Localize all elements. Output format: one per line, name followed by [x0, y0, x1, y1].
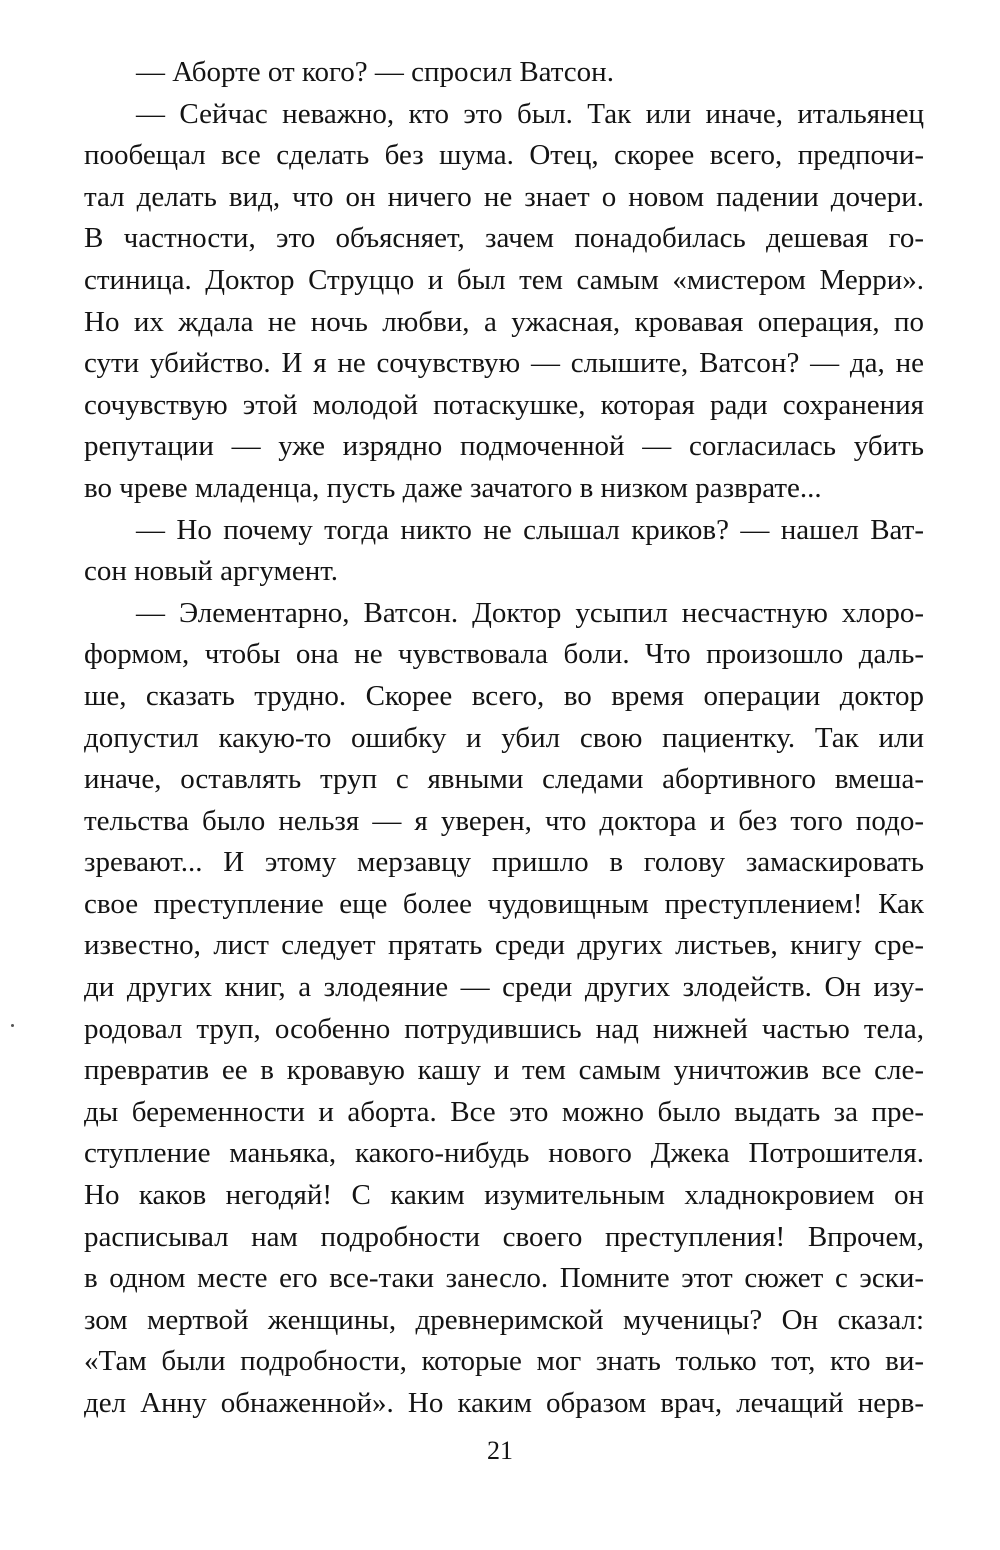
- body-text: [84, 52, 924, 1425]
- text-line: родовал труп, особенно потрудившись над нижней частью тела,: [84, 1012, 924, 1045]
- text-line: Но каков негодяй! С каким изумительным хладнокровием он: [84, 1179, 924, 1212]
- text-line: в одном месте его все-таки занесло. Помните этот сюжет с эски-: [84, 1262, 924, 1295]
- text-line: репутации — уже изрядно подмоченной — согласилась убить: [84, 430, 924, 463]
- text-line: ше, сказать трудно. Скорее всего, во время операции доктор: [84, 679, 924, 712]
- text-line: ди других книг, а злодеяние — среди других злодейств. Он изу-: [84, 971, 924, 1004]
- text-line: ступление маньяка, какого-нибудь нового Джека Потрошителя.: [84, 1137, 924, 1170]
- text-line: сочувствую этой молодой потаскушке, которая ради сохранения: [84, 388, 924, 421]
- text-line: пообещал все сделать без шума. Отец, скорее всего, предпочи-: [84, 139, 924, 172]
- text-line: стиница. Доктор Струццо и был тем самым «мистером Мерри».: [84, 263, 924, 296]
- text-line: В частности, это объясняет, зачем понадобилась дешевая го-: [84, 222, 924, 255]
- text-line: иначе, оставлять труп с явными следами абортивного вмеша-: [84, 763, 924, 796]
- text-line: известно, лист следует прятать среди других листьев, книгу сре-: [84, 929, 924, 962]
- text-line: расписывал нам подробности своего преступления! Впрочем,: [84, 1220, 924, 1253]
- text-line: — Но почему тогда никто не слышал криков? — нашел Ват-: [136, 513, 924, 546]
- text-line: превратив ее в кровавую кашу и тем самым уничтожив все сле-: [84, 1054, 924, 1087]
- text-line: тал делать вид, что он ничего не знает о новом падении дочери.: [84, 180, 924, 213]
- text-line: сути убийство. И я не сочувствую — слышите, Ватсон? — да, не: [84, 347, 924, 380]
- text-line: зом мертвой женщины, древнеримской мученицы? Он сказал:: [84, 1303, 924, 1336]
- text-line: тельства было нельзя — я уверен, что доктора и без того подо-: [84, 804, 924, 837]
- text-line: свое преступление еще более чудовищным преступлением! Как: [84, 887, 924, 920]
- text-line: формом, чтобы она не чувствовала боли. Что произошло даль-: [84, 638, 924, 671]
- text-line: — Сейчас неважно, кто это был. Так или иначе, итальянец: [136, 97, 924, 130]
- scan-speck: [11, 1024, 14, 1027]
- text-line: сон новый аргумент.: [84, 555, 338, 588]
- text-line: — Аборте от кого? — спросил Ватсон.: [136, 56, 614, 88]
- text-line: дел Анну обнаженной». Но каким образом врач, лечащий нерв-: [84, 1387, 924, 1419]
- text-line: зревают... И этому мерзавцу пришло в голову замаскировать: [84, 846, 924, 879]
- text-line: допустил какую-то ошибку и убил свою пациентку. Так или: [84, 721, 924, 754]
- text-line: «Там были подробности, которые мог знать только тот, кто ви-: [84, 1345, 924, 1378]
- text-line: во чреве младенца, пусть даже зачатого в низком разврате...: [84, 471, 822, 504]
- text-line: — Элементарно, Ватсон. Доктор усыпил несчастную хлоро-: [136, 596, 924, 629]
- text-line: ды беременности и аборта. Все это можно было выдать за пре-: [84, 1095, 924, 1128]
- text-line: Но их ждала не ночь любви, а ужасная, кровавая операция, по: [84, 305, 924, 338]
- page-number: 21: [487, 1436, 513, 1465]
